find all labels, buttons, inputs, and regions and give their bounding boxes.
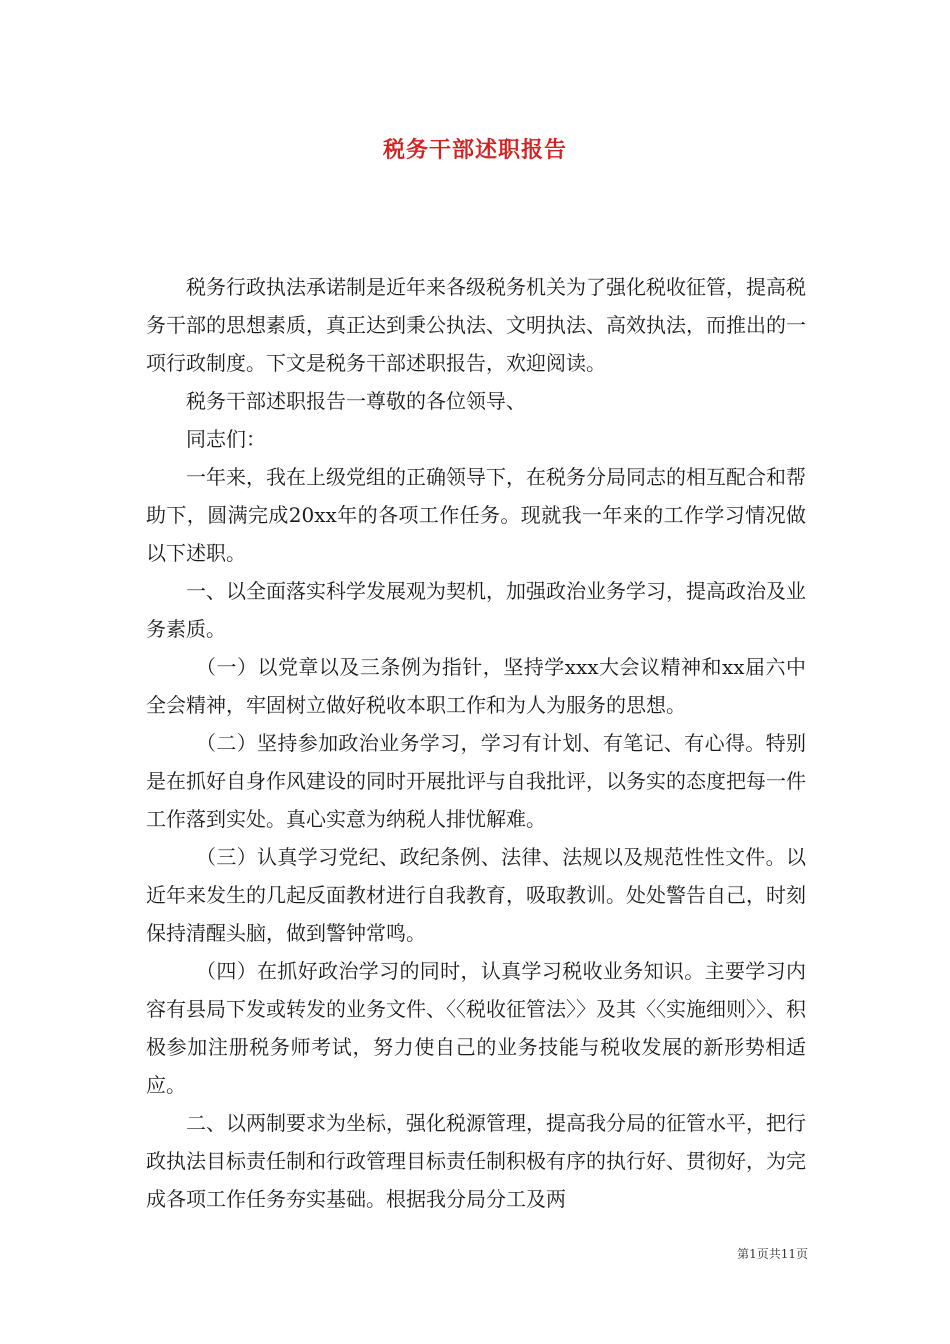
paragraph-overview: 一年来，我在上级党组的正确领导下，在税务分局同志的相互配合和帮助下，圆满完成20xx年的各项工作任务。现就我一年来的工作学习情况做以下述职。 [146,465,806,565]
subsection-1-1: （一）以党章以及三条例为指针，坚持学xxx大会议精神和xx届六中全会精神，牢固树立做好税收本职工作和为人为服务的思想。 [146,655,806,717]
subsection-1-4: （四）在抓好政治学习的同时，认真学习税收业务知识。主要学习内容有县局下发或转发的业务文件、〈〈税收征管法〉〉及其〈〈实施细则〉〉、积极参加注册税务师考试，努力使自己的业务技能与税收发展的新形势相适应。 [146,959,806,1097]
paragraph-salutation: 税务干部述职报告一尊敬的各位领导、 [186,389,526,413]
document-title: 税务干部述职报告 [382,137,567,163]
paragraph-comrades: 同志们： [186,427,266,451]
section-heading-2: 二、以两制要求为坐标，强化税源管理，提高我分局的征管水平，把行政执法目标责任制和行政管理目标责任制积极有序的执行好、贯彻好，为完成各项工作任务夯实基础。根据我分局分工及两 [146,1111,806,1211]
subsection-1-2: （二）坚持参加政治业务学习，学习有计划、有笔记、有心得。特别是在抓好自身作风建设的同时开展批评与自我批评，以务实的态度把每一件工作落到实处。真心实意为纳税人排忧解难。 [146,731,806,831]
paragraph-intro: 税务行政执法承诺制是近年来各级税务机关为了强化税收征管，提高税务干部的思想素质，真正达到秉公执法、文明执法、高效执法，而推出的一项行政制度。下文是税务干部述职报告，欢迎阅读。 [146,275,806,375]
page-number-label: 第1页共11页 [737,1247,808,1261]
section-heading-1: 一、以全面落实科学发展观为契机，加强政治业务学习，提高政治及业务素质。 [146,579,806,641]
subsection-1-3: （三）认真学习党纪、政纪条例、法律、法规以及规范性性文件。以近年来发生的几起反面教材进行自我教育，吸取教训。处处警告自己，时刻保持清醒头脑，做到警钟常鸣。 [146,845,806,945]
document-body [146,268,806,1218]
page-number [0,1245,808,1262]
